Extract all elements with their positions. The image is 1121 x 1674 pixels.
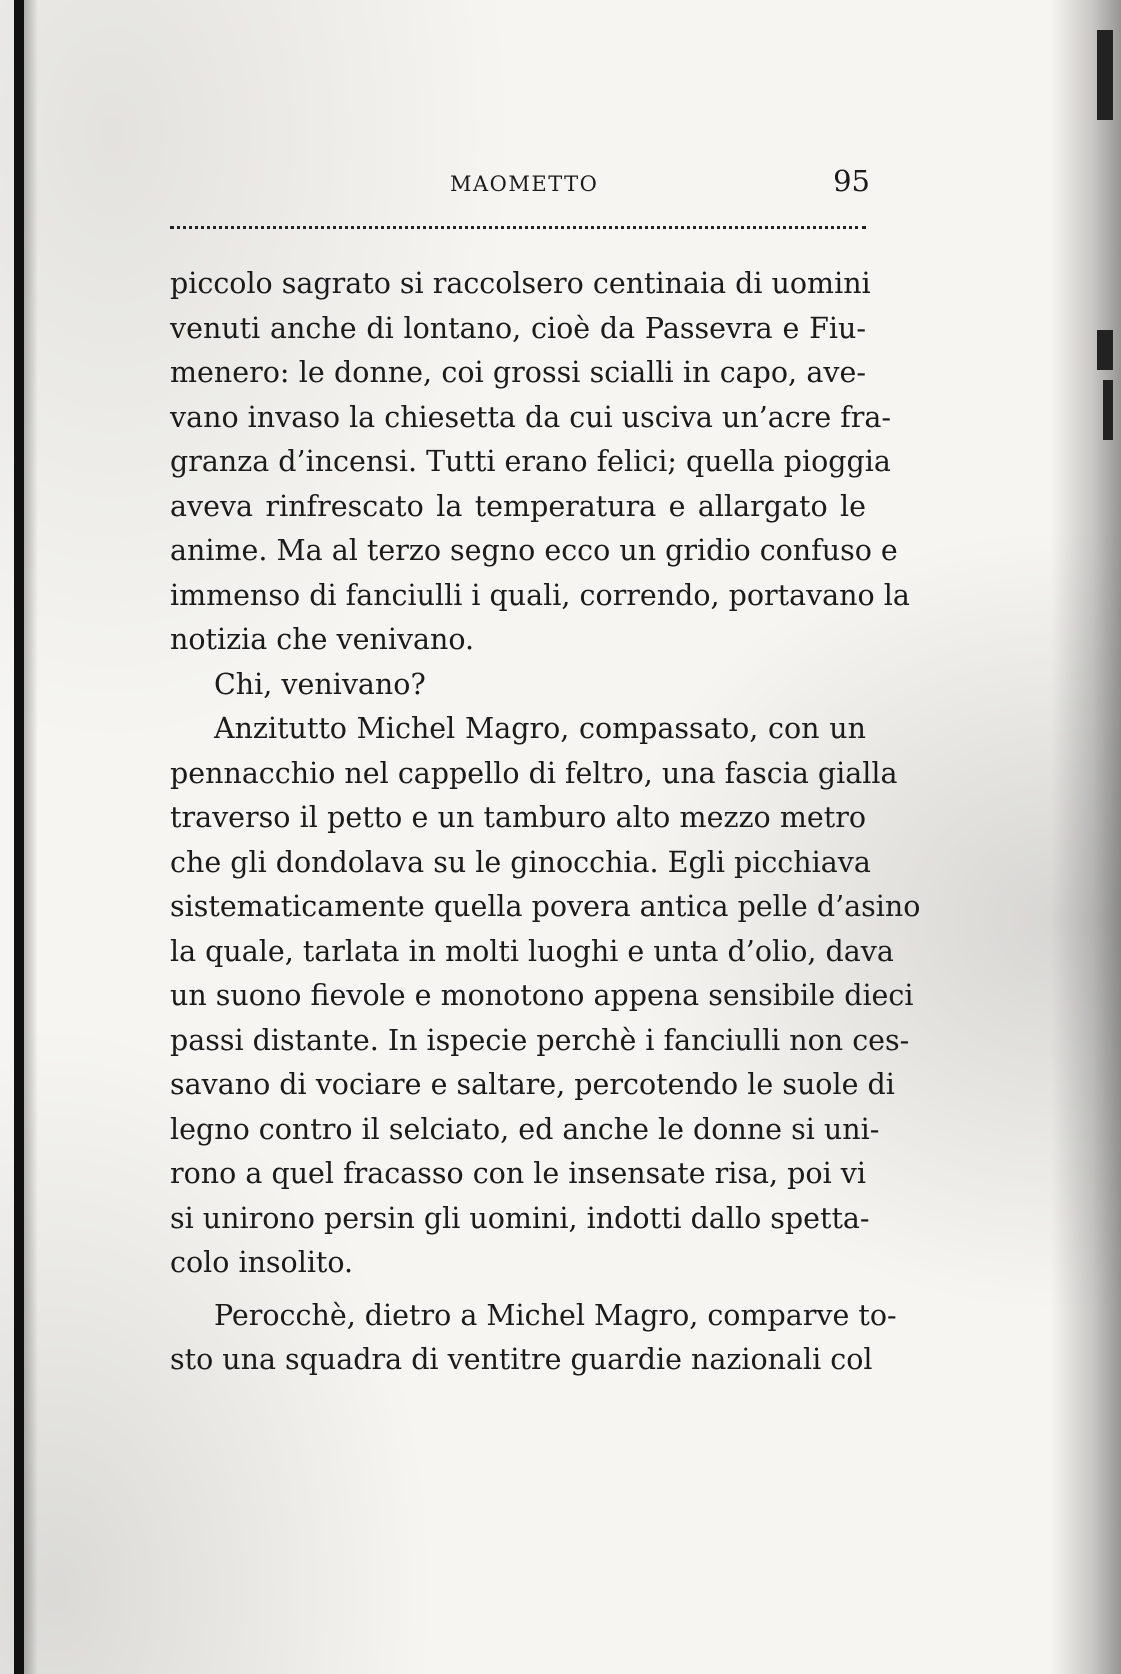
text-line: un suono fievole e monotono appena sensibile dieci xyxy=(170,979,914,1012)
text-line: colo insolito. xyxy=(170,1246,354,1279)
text-line: vano invaso la chiesetta da cui usciva un’acre fra- xyxy=(170,400,892,434)
text-line: traverso il petto e un tamburo alto mezzo metro xyxy=(170,801,866,834)
text-line: notizia che venivano. xyxy=(170,623,475,656)
page-header xyxy=(170,160,870,200)
binding-edge xyxy=(14,0,24,1674)
text-line: rono a quel fracasso con le insensate risa, poi vi xyxy=(170,1157,866,1190)
binding-shadow xyxy=(24,0,38,1674)
text-line: passi distante. In ispecie perchè i fanciulli non ces- xyxy=(170,1023,910,1057)
text-line: Perocchè, dietro a Michel Magro, comparve to- xyxy=(214,1298,897,1332)
text-line: Chi, venivano? xyxy=(214,667,426,701)
text-line: savano di vociare e saltare, percotendo le suole di xyxy=(170,1068,895,1101)
body-text xyxy=(170,262,921,1383)
running-title: MAOMETTO xyxy=(450,172,599,196)
edge-mark xyxy=(1097,30,1113,120)
text-line: menero: le donne, coi grossi scialli in capo, ave- xyxy=(170,356,866,389)
text-line: Anzitutto Michel Magro, compassato, con un xyxy=(214,712,866,745)
edge-mark xyxy=(1097,330,1113,370)
text-line: che gli dondolava su le ginocchia. Egli picchiava xyxy=(170,845,871,879)
text-line: immenso di fanciulli i quali, correndo, portavano la xyxy=(170,578,910,612)
text-line: venuti anche di lontano, cioè da Passevra e Fiu- xyxy=(170,311,866,345)
text-line: piccolo sagrato si raccolsero centinaia di uomini xyxy=(170,267,871,300)
text-line: granza d’incensi. Tutti erano felici; quella pioggia xyxy=(170,445,891,478)
text-line: anime. Ma al terzo segno ecco un gridio confuso e xyxy=(170,534,898,567)
page-number: 95 xyxy=(833,164,870,198)
page-edge-shadow xyxy=(1051,0,1121,1674)
edge-mark xyxy=(1103,380,1113,440)
text-line: la quale, tarlata in molti luoghi e unta d’olio, dava xyxy=(170,934,894,968)
text-line: aveva rinfrescato la temperatura e allargato le xyxy=(170,489,866,523)
header-rule xyxy=(170,226,866,229)
text-line: si unirono persin gli uomini, indotti dallo spetta- xyxy=(170,1201,870,1235)
text-line: pennacchio nel cappello di feltro, una fascia gialla xyxy=(170,756,898,790)
text-line: legno contro il selciato, ed anche le donne si uni- xyxy=(170,1112,880,1146)
text-line: sistematicamente quella povera antica pelle d’asino xyxy=(170,890,921,923)
text-line: sto una squadra di ventitre guardie nazionali col xyxy=(170,1343,873,1376)
